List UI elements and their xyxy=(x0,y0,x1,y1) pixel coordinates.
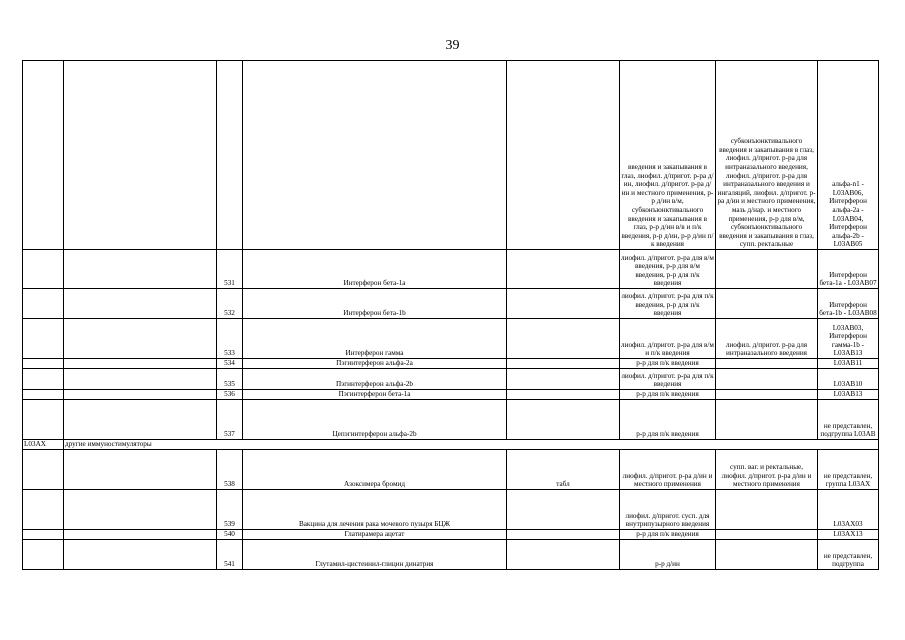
row-number: 539 xyxy=(217,490,243,530)
table-row xyxy=(23,289,879,319)
table-row xyxy=(23,359,879,369)
atc-cell: не представлен, подгруппа L03AB xyxy=(818,400,879,440)
form2-cell: субконъюнктивального введения и закапывания в глаз, лиофил. д/пригот. р-ра для интраназального введения, лиофил. д/пригот. р-ра для интраназального введения и ингаляций, лиофил. д/пригот. р-ра д/ин и местного применения, мазь д/нар. и местного применения, р-р для в/м, субконъюнктивального введения и закапывания в глаз, супп. ректальные xyxy=(716,61,818,250)
row-number: 531 xyxy=(217,250,243,289)
atc-cell: L03AB10 xyxy=(818,369,879,390)
dose-cell xyxy=(507,530,620,540)
drug-name: Интерферон гамма xyxy=(243,319,507,359)
dose-cell xyxy=(507,359,620,369)
dose-cell xyxy=(507,390,620,400)
drug-name: Пэгинтерферон альфа-2a xyxy=(243,359,507,369)
form2-cell xyxy=(716,490,818,530)
form2-cell xyxy=(716,540,818,570)
dose-cell xyxy=(507,369,620,390)
dose-cell xyxy=(507,540,620,570)
row-number: 537 xyxy=(217,400,243,440)
form1-cell: р-р для п/к введения xyxy=(620,400,716,440)
atc-cell: Интерферон бета-1b - L03AB08 xyxy=(818,289,879,319)
drug-table xyxy=(22,60,879,570)
drug-name: Глатирамера ацетат xyxy=(243,530,507,540)
row-number: 534 xyxy=(217,359,243,369)
atc-cell: L03AB13 xyxy=(818,390,879,400)
dose-cell xyxy=(507,250,620,289)
form2-cell xyxy=(716,390,818,400)
form2-cell: супп. ваг. и ректальные, лиофил. д/пригот. р-ра д/ин и местного применения xyxy=(716,450,818,490)
table-row-continuation xyxy=(23,61,879,250)
atc-cell: L03AX13 xyxy=(818,530,879,540)
group-header-row xyxy=(23,440,879,450)
drug-name: Цепэгинтерферон альфа-2b xyxy=(243,400,507,440)
form1-cell: лиофил. д/пригот. р-ра для в/м и п/к введения xyxy=(620,319,716,359)
page-number: 39 xyxy=(445,38,460,53)
row-number: 532 xyxy=(217,289,243,319)
table-row xyxy=(23,390,879,400)
drug-name: Вакцина для лечения рака мочевого пузыря БЦЖ xyxy=(243,490,507,530)
form1-cell: лиофил. д/пригот. р-ра для в/м введения, р-р для в/м введения, р-р для п/к введения xyxy=(620,250,716,289)
table-row xyxy=(23,490,879,530)
dose-cell xyxy=(507,400,620,440)
form1-cell: лиофил. д/пригот. р-ра д/ин и местного применения xyxy=(620,450,716,490)
form2-cell xyxy=(716,359,818,369)
form2-cell: лиофил. д/пригот. р-ра для интраназального введения xyxy=(716,319,818,359)
table-row xyxy=(23,250,879,289)
drug-name: Глутамил-цистеинил-глицин динатрия xyxy=(243,540,507,570)
atc-cell: L03AB03, Интерферон гамма-1b - L03AB13 xyxy=(818,319,879,359)
form2-cell xyxy=(716,289,818,319)
drug-name: Интерферон бета-1a xyxy=(243,250,507,289)
dose-cell xyxy=(507,490,620,530)
row-number: 535 xyxy=(217,369,243,390)
table-row xyxy=(23,450,879,490)
form1-cell: лиофил. д/пригот. р-ра для п/к введения, р-р для п/к введения xyxy=(620,289,716,319)
form1-cell: лиофил. д/пригот. р-ра для п/к введения xyxy=(620,369,716,390)
form1-cell: р-р д/ин xyxy=(620,540,716,570)
atc-cell: альфа-n1 - L03AB06, Интерферон альфа-2a - L03AB04, Интерферон альфа-2b - L03AB05 xyxy=(818,61,879,250)
row-number: 541 xyxy=(217,540,243,570)
table-row xyxy=(23,319,879,359)
form2-cell xyxy=(716,369,818,390)
drug-name: Азоксимера бромид xyxy=(243,450,507,490)
row-number: 536 xyxy=(217,390,243,400)
dose-cell: табл xyxy=(507,450,620,490)
table-row xyxy=(23,540,879,570)
atc-cell: L03AX03 xyxy=(818,490,879,530)
dose-cell xyxy=(507,289,620,319)
form1-cell: р-р для п/к введения xyxy=(620,359,716,369)
form1-cell: р-р для п/к введения xyxy=(620,530,716,540)
row-number: 540 xyxy=(217,530,243,540)
table-row xyxy=(23,369,879,390)
group-code: L03AX xyxy=(23,440,64,450)
drug-name: Интерферон бета-1b xyxy=(243,289,507,319)
form2-cell xyxy=(716,400,818,440)
dose-cell xyxy=(507,319,620,359)
form1-cell: введения и закапывания в глаз, лиофил. д/пригот. р-ра д/ин, лиофил. д/пригот. р-ра д/ин и местного применения, р-р д/ин в/м, субконъюнктивального введения и закапывания в глаз, р-р д/ин в/в и п/к введения, р-р д/ин, р-р д/ин п/к введения xyxy=(620,61,716,250)
group-title: другие иммуностимуляторы xyxy=(64,440,879,450)
table-row xyxy=(23,400,879,440)
form2-cell xyxy=(716,530,818,540)
form2-cell xyxy=(716,250,818,289)
table-row xyxy=(23,530,879,540)
form1-cell: р-р для п/к введения xyxy=(620,390,716,400)
drug-name: Пэгинтерферон бета-1a xyxy=(243,390,507,400)
form1-cell: лиофил. д/пригот. сусп. для внутрипузырного введения xyxy=(620,490,716,530)
row-number: 533 xyxy=(217,319,243,359)
atc-cell: L03AB11 xyxy=(818,359,879,369)
atc-cell: Интерферон бета-1a - L03AB07 xyxy=(818,250,879,289)
atc-cell: не представлен, группа L03AX xyxy=(818,450,879,490)
drug-name: Пэгинтерферон альфа-2b xyxy=(243,369,507,390)
atc-cell: не представлен, подгруппа xyxy=(818,540,879,570)
row-number: 538 xyxy=(217,450,243,490)
